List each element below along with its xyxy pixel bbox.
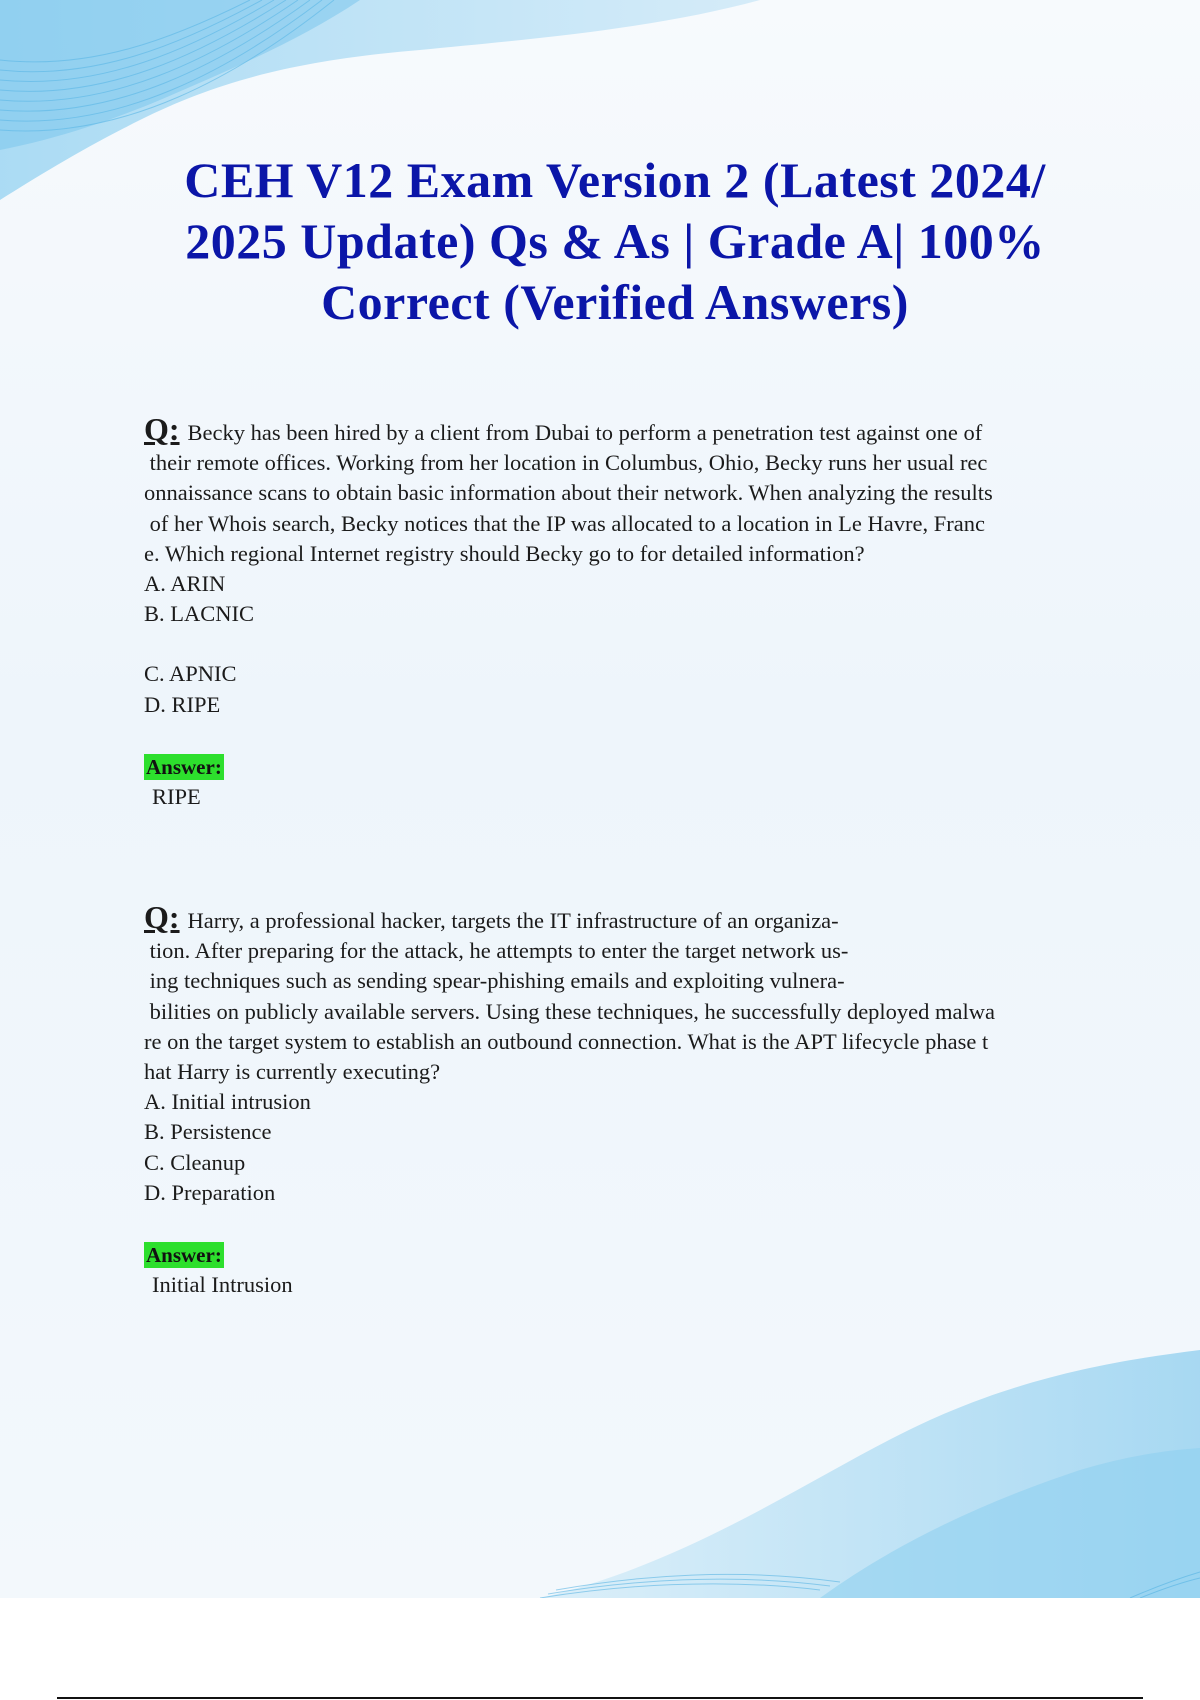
document-title xyxy=(120,150,1110,333)
question-text-line: re on the target system to establish an outbound connection. What is the APT lifecycle phase t xyxy=(144,1028,989,1054)
question-text-line: their remote offices. Working from her location in Columbus, Ohio, Becky runs her usual rec xyxy=(144,450,988,476)
question-block-2 xyxy=(144,899,1089,1300)
answer-option: C. Cleanup xyxy=(144,1149,246,1175)
title-line: 2025 Update) Qs & As | Grade A| 100% xyxy=(185,213,1045,269)
question-text-line: Q: Becky has been hired by a client from Dubai to perform a penetration test against one of xyxy=(144,411,983,447)
question-text-line: e. Which regional Internet registry should Becky go to for detailed information? xyxy=(144,540,865,566)
answer-option: A. ARIN xyxy=(144,571,226,597)
answer-option: D. RIPE xyxy=(144,691,221,717)
question-text-line: hat Harry is currently executing? xyxy=(144,1059,441,1085)
question-text-line: Q: Harry, a professional hacker, targets the IT infrastructure of an organiza- xyxy=(144,899,839,935)
answer-text: Initial Intrusion xyxy=(152,1272,293,1298)
answer-option: C. APNIC xyxy=(144,661,237,687)
title-line: CEH V12 Exam Version 2 (Latest 2024/ xyxy=(184,152,1046,208)
question-block-1 xyxy=(144,411,1089,812)
question-text-line: onnaissance scans to obtain basic information about their network. When analyzing the results xyxy=(144,480,993,506)
question-label: Q: xyxy=(144,899,180,935)
question-text-line: bilities on publicly available servers. Using these techniques, he successfully deployed malwa xyxy=(144,998,996,1024)
answer-label: Answer: xyxy=(146,1243,222,1268)
question-text-line: tion. After preparing for the attack, he attempts to enter the target network us- xyxy=(144,938,849,964)
answer-text: RIPE xyxy=(152,784,201,810)
question-text-line: of her Whois search, Becky notices that the IP was allocated to a location in Le Havre, Franc xyxy=(144,510,985,536)
footer-divider xyxy=(57,1697,1143,1699)
answer-option: B. Persistence xyxy=(144,1119,272,1145)
question-text-line: ing techniques such as sending spear-phishing emails and exploiting vulnera- xyxy=(144,968,845,994)
answer-option: A. Initial intrusion xyxy=(144,1089,311,1115)
answer-label: Answer: xyxy=(146,754,222,779)
question-label: Q: xyxy=(144,411,180,447)
answer-option: B. LACNIC xyxy=(144,601,255,627)
answer-option: D. Preparation xyxy=(144,1179,276,1205)
title-line: Correct (Verified Answers) xyxy=(321,274,909,330)
